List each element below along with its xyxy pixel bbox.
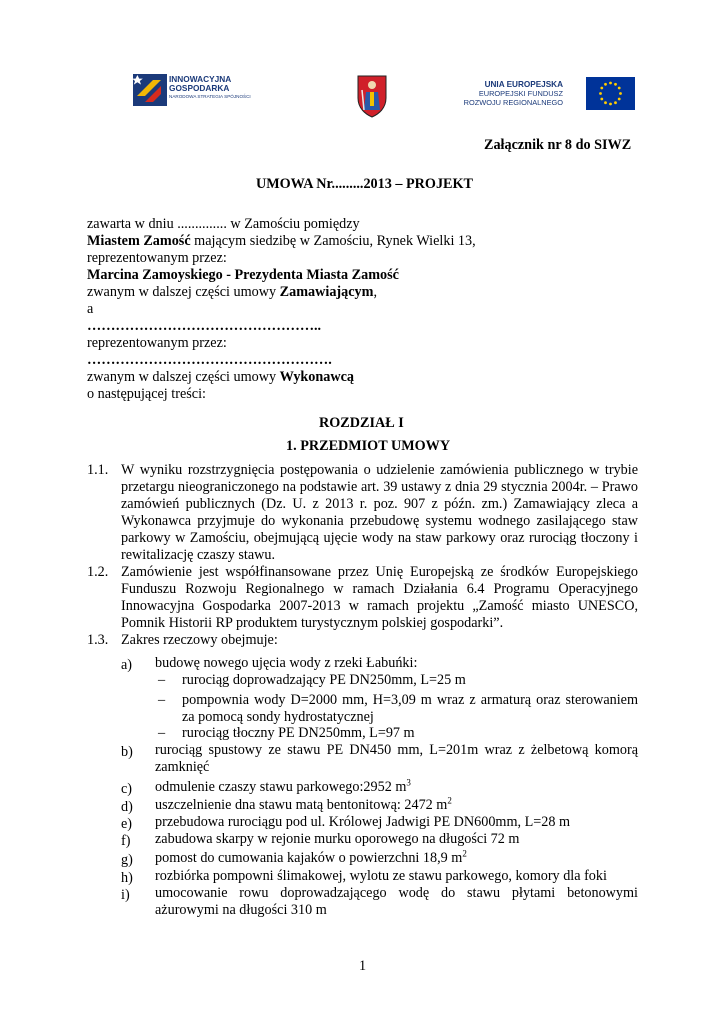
ig-title-2: GOSPODARKA [169, 83, 230, 93]
coat-of-arms-icon [355, 72, 389, 118]
eu-line-3: ROZWOJU REGIONALNEGO [463, 98, 563, 107]
dash-bullet: – [158, 725, 166, 741]
item-label: i) [121, 887, 130, 903]
superscript: 2 [447, 795, 452, 806]
intro-line-8: reprezentowanym przez: [87, 335, 227, 351]
item-label: e) [121, 816, 133, 832]
list-item-text: odmulenie czaszy stawu parkowego:2952 m [155, 779, 407, 795]
intro-line-1: zawarta w dniu .............. w Zamościu pomiędzy [87, 216, 360, 232]
paragraph-text: Zakres rzeczowy obejmuje: [121, 632, 278, 648]
list-item: rurociąg spustowy ze stawu PE DN450 mm, L=201m wraz z żelbetową komorą zamknięć [155, 742, 638, 775]
sub-list-item: pompownia wody D=2000 mm, H=3,09 m wraz z armaturą oraz sterowaniem za pomocą sondy hydrostatycznej [182, 692, 638, 725]
intro-line-5-comma: , [373, 284, 377, 300]
eu-flag-icon [586, 77, 635, 110]
item-label: h) [121, 870, 133, 886]
representative-placeholder: ……………………………………………. [87, 352, 332, 368]
sub-list-item: rurociąg doprowadzający PE DN250mm, L=25 m [182, 672, 466, 688]
eu-logo [452, 77, 635, 111]
eu-line-2: EUROPEJSKI FUNDUSZ [478, 89, 563, 98]
chapter-title: ROZDZIAŁ I [319, 415, 404, 431]
paragraph-number: 1.2. [87, 564, 109, 580]
paragraph-number: 1.3. [87, 632, 109, 648]
dash-bullet: – [158, 672, 166, 688]
list-item: przebudowa rurociągu pod ul. Królowej Jadwigi PE DN600mm, L=28 m [155, 814, 571, 830]
item-label: b) [121, 744, 133, 760]
ig-title-1: INNOWACYJNA [169, 74, 232, 84]
page-number: 1 [359, 958, 367, 974]
intro-line-2 [87, 233, 476, 250]
paragraph-text: W wyniku rozstrzygnięcia postępowania o udzielenie zamówienia publicznego w trybie przetargu nieograniczonego na podstawie art. 39 ustawy z dnia 29 stycznia 2004r. – Prawo zamówień publicznych (Dz. U. z 2013 r. poz. 907 z późn. zm.) Zamawiający zleca a Wykonawca przyjmuje do wykonania przebudowę systemu wodnego zasilającego staw parkowy w Zamościu, obejmującą ujęcie wody na staw parkowy oraz rurociąg tłoczony i rewitalizację czaszy stawu. [121, 462, 638, 563]
item-label: c) [121, 781, 133, 797]
intro-line-6: a [87, 301, 94, 317]
intro-line-10 [87, 369, 354, 386]
superscript: 2 [462, 848, 467, 859]
superscript: 3 [406, 777, 411, 788]
intro-line-5-text: zwanym w dalszej części umowy [87, 284, 280, 300]
innowacyjna-gospodarka-logo [133, 70, 258, 110]
list-item: rozbiórka pompowni ślimakowej, wylotu ze stawu parkowego, komory dla foki [155, 868, 607, 884]
list-item [155, 779, 411, 796]
eu-title: UNIA EUROPEJSKA [484, 80, 563, 89]
contractor-placeholder: ………………………………………….. [87, 318, 322, 334]
ig-subtitle: NARODOWA STRATEGIA SPÓJNOŚCI [169, 94, 251, 99]
ig-logo-icon [133, 74, 167, 106]
list-item [155, 797, 452, 814]
dash-bullet: – [158, 692, 166, 708]
page-title: UMOWA Nr.........2013 – PROJEKT [256, 176, 474, 192]
list-item: budowę nowego ujęcia wody z rzeki Łabuńki: [155, 655, 418, 671]
ordering-party-term: Zamawiającym [279, 284, 374, 300]
contractor-term: Wykonawcą [279, 369, 355, 385]
annex-label: Załącznik nr 8 do SIWZ [484, 137, 632, 153]
item-label: d) [121, 799, 133, 815]
list-item [155, 850, 467, 867]
party-city: Miastem Zamość [87, 233, 191, 249]
list-item-text: pomost do cumowania kajaków o powierzchni 18,9 m [155, 850, 463, 866]
sub-list-item: rurociąg tłoczny PE DN250mm, L=97 m [182, 725, 415, 741]
item-label: a) [121, 657, 133, 673]
item-label: g) [121, 852, 133, 868]
zamosc-crest [355, 72, 389, 118]
intro-line-5 [87, 284, 377, 301]
intro-line-3: reprezentowanym przez: [87, 250, 227, 266]
list-item-text: uszczelnienie dna stawu matą bentonitową: 2472 m [155, 797, 448, 813]
intro-line-11: o następującej treści: [87, 386, 206, 402]
item-label: f) [121, 833, 131, 849]
section-title: 1. PRZEDMIOT UMOWY [286, 438, 451, 454]
intro-line-4: Marcina Zamoyskiego - Prezydenta Miasta Zamość [87, 267, 399, 283]
party-city-address: mającym siedzibę w Zamościu, Rynek Wielki 13, [190, 233, 476, 249]
paragraph-text: Zamówienie jest współfinansowane przez Unię Europejską ze środków Europejskiego Funduszu Rozwoju Regionalnego w ramach Działania 6.4 Programu Operacyjnego Innowacyjna Gospodarka 2007-2013 w ramach projektu „Zamość miasto UNESCO, Pomnik Historii RP produktem turystycznym polskiej gospodarki”. [121, 564, 638, 631]
paragraph-number: 1.1. [87, 462, 109, 478]
intro-line-10-text: zwanym w dalszej części umowy [87, 369, 280, 385]
list-item: zabudowa skarpy w rejonie murku oporowego na długości 72 m [155, 831, 520, 847]
list-item: umocowanie rowu doprowadzającego wodę do stawu płytami betonowymi ażurowymi na długości 310 m [155, 885, 638, 918]
